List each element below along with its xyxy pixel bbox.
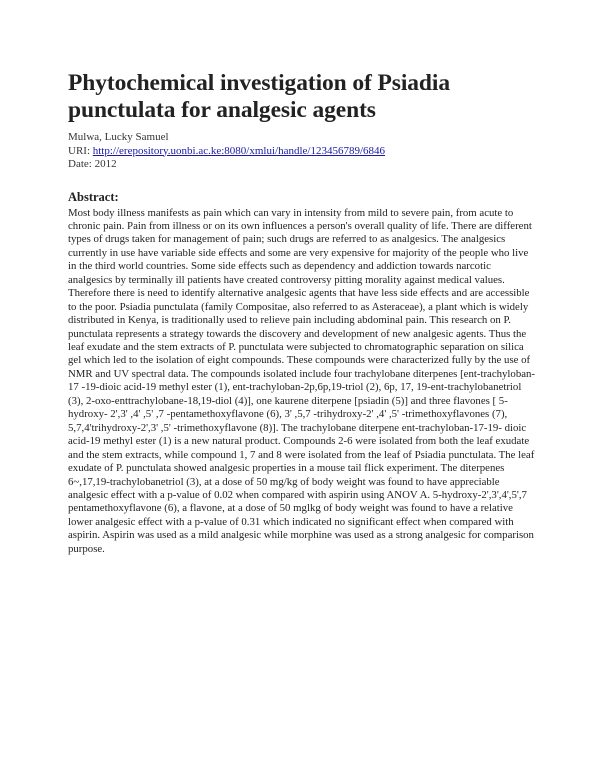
uri-link[interactable]: http://erepository.uonbi.ac.ke:8080/xmlui/handle/123456789/6846	[92, 144, 386, 157]
date-line	[68, 158, 600, 172]
abstract-text: Most body illness manifests as pain which can vary in intensity from mild to severe pain, from acute to chronic pain. Pain from illness or on its own influences a person's overall quality of life. There are different types of drugs taken for management of pain; such drugs are referred to as analgesics. The analgesics currently in use have variable side effects and some are very expensive for majority of the people who live in the third world countries. Some side effects such as dependency and addiction towards narcotic analgesics by terminally ill patients have created controversy pitting morality against medical values. Therefore there is need to identify alternative analgesic agents that have less side effects and are accessible to the poor. Psiadia punctulata (family Compositae, also referred to as Asteraceae), a plant which is widely distributed in Kenya, is traditionally used to relieve pain including abdominal pain. This research on P. punctulata represents a strategy towards the discovery and development of new analgesic agents. Thus the leaf exudate and the stem extracts of P. punctulata were subjected to chromatographic separation on silica gel which led to the isolation of eight compounds. These compounds were characterized fully by the use of NMR and UV spectral data. The compounds isolated include four trachylobane diterpenes [ent-trachyloban-17 -19-dioic acid-19 methyl ester (1), ent-trachyloban-2p,6p,19-triol (2), 6p, 17, 19-ent-trachylobanetriol (3), 2-oxo-enttrachylobane-18,19-diol (4)], one kaurene diterpene [psiadin (5)] and three flavones [ 5-hydroxy- 2',3' ,4' ,5' ,7 -pentamethoxyflavone (6), 3' ,5,7 -trihydroxy-2' ,4' ,5' -trimethoxyflavones (7), 5,7,4'trihydroxy-2',3' ,5' -trimethoxyflavone (8)]. The trachylobane diterpene ent-trachyloban-17-19- dioic acid-19 methyl ester (1) is a new natural product. Compounds 2-6 were isolated from both the leaf exudate and the stem extracts, while compound 1, 7 and 8 were isolated from the leaf of Psiadia punctulata. The leaf exudate of P. punctulata showed analgesic properties in a mouse tail flick experiment. The diterpenes 6~,17,19-trachylobanetriol (3), at a dose of 50 mg/kg of body weight was found to have appreciable analgesic effect with a p-value of 0.02 when compared with aspirin using ANOV A. 5-hydroxy-2',3',4',5',7 pentamethoxyflavone (6), a flavone, at a dose of 50 mglkg of body weight was found to have a relative lower analgesic effect with a p-value of 0.31 which indicated no significant effect when compared with aspirin. Aspirin was used as a mild analgesic while morphine was used as a strong analgesic for comparison purpose.	[68, 206, 536, 555]
document-title: Phytochemical investigation of Psiadia punctulata for analgesic agents	[68, 70, 450, 123]
date-label: Date:	[68, 158, 92, 170]
author-line: Mulwa, Lucky Samuel	[68, 131, 169, 143]
metadata-block	[68, 131, 600, 172]
date-value: 2012	[94, 158, 117, 170]
abstract-heading: Abstract:	[68, 189, 119, 204]
uri-label: URI:	[68, 144, 90, 157]
uri-line	[68, 145, 600, 159]
